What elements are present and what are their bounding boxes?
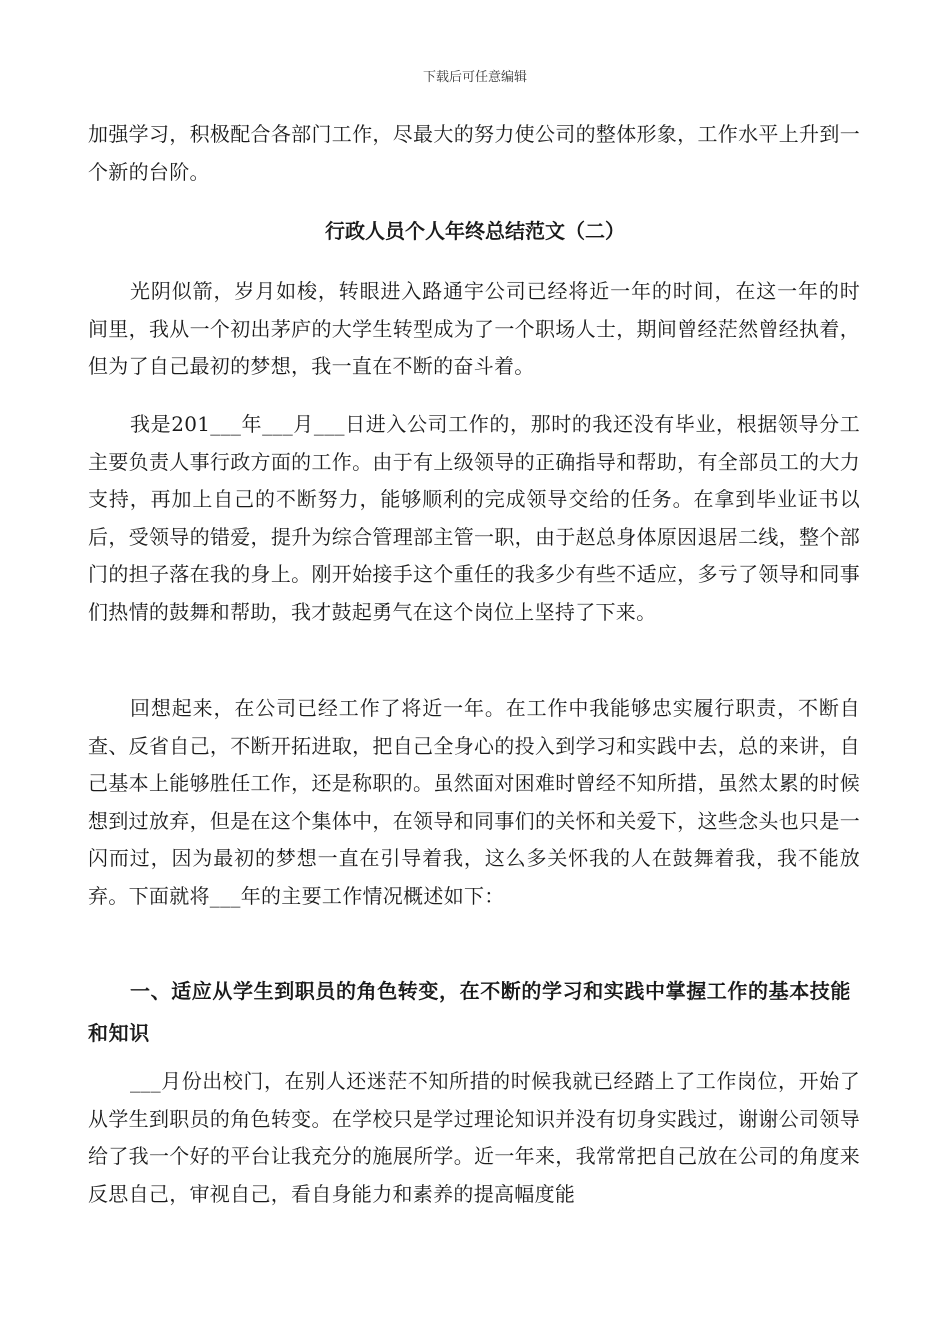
paragraph-4: 回想起来，在公司已经工作了将近一年。在工作中我能够忠实履行职责，不断自查、反省自己，不断开拓进取，把自己全身心的投入到学习和实践中去，总的来讲，自己基本上能够胜任工作，还是称职的。虽然面对困难时曾经不知所措，虽然太累的时候想到过放弃，但是在这个集体中，在领导和同事们的关怀和关爱下，这些念头也只是一闪而过，因为最初的梦想一直在引导着我，这么多关怀我的人在鼓舞着我，我不能放弃。下面就将___年的主要工作情况概述如下： [88,696,860,908]
section-heading-1: 一、适应从学生到职员的角色转变，在不断的学习和实践中掌握工作的基本技能和知识 [88,979,851,1045]
paragraph-5: ___月份出校门，在别人还迷茫不知所措的时候我就已经踏上了工作岗位，开始了从学生到职员的角色转变。在学校只是学过理论知识并没有切身实践过，谢谢公司领导给了我一个好的平台让我充分的施展所学。近一年来，我常常把自己放在公司的角度来反思自己，审视自己，看自身能力和素养的提高幅度能 [88,1069,860,1206]
paragraph-2: 光阴似箭，岁月如梭，转眼进入路通宇公司已经将近一年的时间，在这一年的时间里，我从一个初出茅庐的大学生转型成为了一个职场人士，期间曾经茫然曾经执着，但为了自己最初的梦想，我一直在不断的奋斗着。 [88,279,860,378]
paragraph-1: 加强学习，积极配合各部门工作，尽最大的努力使公司的整体形象，工作水平上升到一个新的台阶。 [88,122,860,184]
paragraph-3: 我是201___年___月___日进入公司工作的，那时的我还没有毕业，根据领导分工主要负责人事行政方面的工作。由于有上级领导的正确指导和帮助，有全部员工的大力支持，再加上自己的不断努力，能够顺利的完成领导交给的任务。在拿到毕业证书以后，受领导的错爱，提升为综合管理部主管一职，由于赵总身体原因退居二线，整个部门的担子落在我的身上。刚开始接手这个重任的我多少有些不适应，多亏了领导和同事们热情的鼓舞和帮助，我才鼓起勇气在这个岗位上坚持了下来。 [88,412,860,624]
section-title: 行政人员个人年终总结范文（二） [325,219,625,243]
page-header: 下载后可任意编辑 [422,70,527,85]
